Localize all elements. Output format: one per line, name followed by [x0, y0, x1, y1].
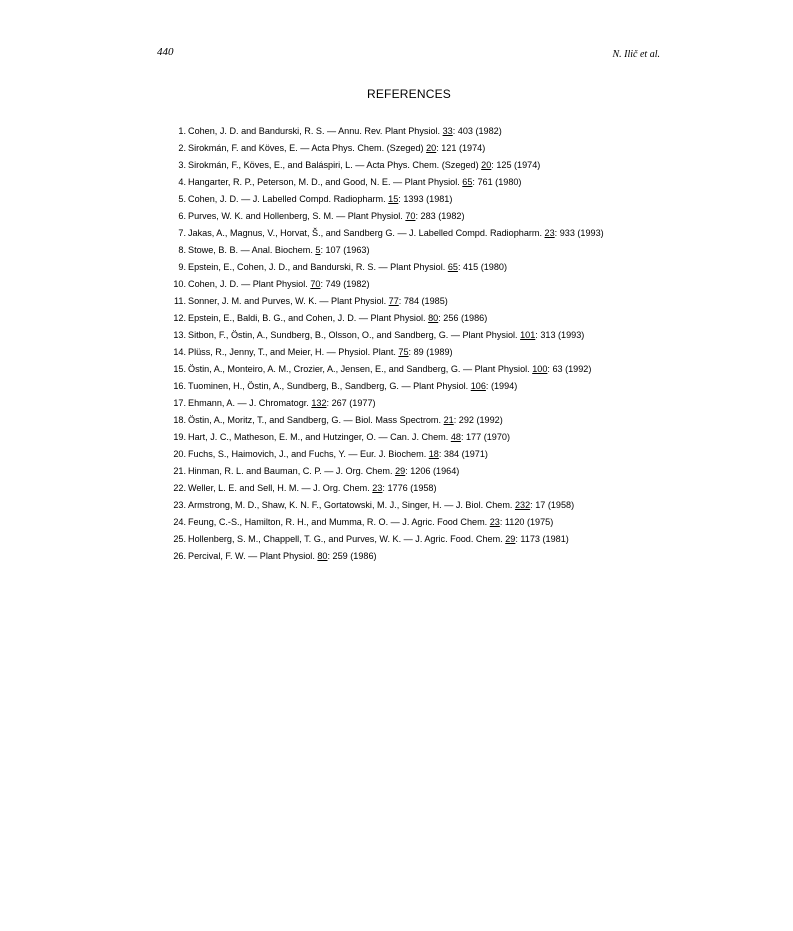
reference-number: 24. [173, 517, 186, 527]
page-number: 440 [157, 46, 174, 58]
reference-pages-year: : 784 (1985) [398, 296, 448, 306]
reference-pages-year: : 107 (1963) [320, 245, 370, 255]
reference-volume: 132 [311, 398, 327, 408]
reference-number: 20. [173, 449, 186, 459]
reference-item [166, 344, 656, 361]
reference-number: 15. [173, 364, 186, 374]
reference-number: 25. [173, 534, 186, 544]
reference-item [166, 276, 656, 293]
reference-item [166, 140, 656, 157]
reference-text [186, 378, 656, 395]
reference-item [166, 531, 656, 548]
reference-list [166, 123, 656, 565]
reference-pages-year: : (1994) [485, 381, 518, 391]
reference-citation: Sitbon, F., Östin, A., Sundberg, B., Olsson, O., and Sandberg, G. — Plant Physiol. [188, 330, 521, 340]
reference-pages-year: : 749 (1982) [320, 279, 370, 289]
reference-volume: 100 [532, 364, 548, 374]
reference-volume: 65 [462, 177, 473, 187]
reference-citation: Feung, C.-S., Hamilton, R. H., and Mumma, R. O. — J. Agric. Food Chem. [188, 517, 490, 527]
reference-volume: 20 [426, 143, 437, 153]
reference-citation: Östin, A., Moritz, T., and Sandberg, G. — Biol. Mass Spectrom. [188, 415, 444, 425]
reference-volume: 15 [388, 194, 399, 204]
reference-text [186, 446, 656, 463]
reference-text [186, 361, 656, 378]
reference-number: 2. [178, 143, 186, 153]
reference-number: 14. [173, 347, 186, 357]
reference-item [166, 310, 656, 327]
reference-citation: Cohen, J. D. — J. Labelled Compd. Radiopharm. [188, 194, 389, 204]
section-title: REFERENCES [366, 87, 451, 101]
reference-number: 7. [178, 228, 186, 238]
reference-volume: 70 [310, 279, 321, 289]
reference-number: 22. [173, 483, 186, 493]
reference-item [166, 157, 656, 174]
reference-pages-year: : 292 (1992) [453, 415, 503, 425]
reference-text [186, 497, 656, 514]
reference-item [166, 497, 656, 514]
reference-text [186, 276, 656, 293]
reference-item [166, 225, 656, 242]
reference-pages-year: : 256 (1986) [438, 313, 488, 323]
reference-pages-year: : 121 (1974) [436, 143, 486, 153]
reference-number: 26. [173, 551, 186, 561]
reference-pages-year: : 403 (1982) [452, 126, 502, 136]
reference-citation: Stowe, B. B. — Anal. Biochem. [188, 245, 316, 255]
reference-pages-year: : 267 (1977) [326, 398, 376, 408]
reference-number: 1. [178, 126, 186, 136]
reference-item [166, 514, 656, 531]
reference-text [186, 310, 656, 327]
reference-pages-year: : 259 (1986) [327, 551, 377, 561]
reference-citation: Purves, W. K. and Hollenberg, S. M. — Plant Physiol. [188, 211, 406, 221]
reference-volume: 5 [315, 245, 321, 255]
reference-pages-year: : 384 (1971) [438, 449, 488, 459]
reference-citation: Hollenberg, S. M., Chappell, T. G., and Purves, W. K. — J. Agric. Food. Chem. [188, 534, 506, 544]
reference-citation: Armstrong, M. D., Shaw, K. N. F., Gortatowski, M. J., Singer, H. — J. Biol. Chem. [188, 500, 515, 510]
reference-number: 11. [174, 296, 186, 306]
reference-citation: Weller, L. E. and Sell, H. M. — J. Org. Chem. [188, 483, 373, 493]
reference-pages-year: : 313 (1993) [535, 330, 585, 340]
reference-citation: Östin, A., Monteiro, A. M., Crozier, A., Jensen, E., and Sandberg, G. — Plant Physiol. [188, 364, 533, 374]
reference-citation: Hangarter, R. P., Peterson, M. D., and Good, N. E. — Plant Physiol. [188, 177, 463, 187]
reference-item [166, 208, 656, 225]
reference-citation: Tuominen, H., Östin, A., Sundberg, B., Sandberg, G. — Plant Physiol. [188, 381, 471, 391]
reference-pages-year: : 1120 (1975) [499, 517, 554, 527]
reference-pages-year: : 933 (1993) [554, 228, 604, 238]
reference-citation: Ehmann, A. — J. Chromatogr. [188, 398, 312, 408]
reference-text [186, 429, 656, 446]
reference-volume: 65 [447, 262, 458, 272]
reference-citation: Sirokmán, F. and Köves, E. — Acta Phys. Chem. (Szeged) [188, 143, 427, 153]
reference-citation: Hart, J. C., Matheson, E. M., and Hutzinger, O. — Can. J. Chem. [188, 432, 451, 442]
reference-text [186, 157, 656, 174]
reference-item [166, 123, 656, 140]
reference-pages-year: : 17 (1958) [530, 500, 575, 510]
reference-text [186, 480, 656, 497]
reference-pages-year: : 283 (1982) [415, 211, 465, 221]
reference-number: 3. [178, 160, 186, 170]
reference-volume: 18 [428, 449, 439, 459]
reference-pages-year: : 1173 (1981) [515, 534, 569, 544]
reference-volume: 20 [481, 160, 492, 170]
reference-text [186, 242, 656, 259]
reference-citation: Fuchs, S., Haimovich, J., and Fuchs, Y. — Eur. J. Biochem. [188, 449, 429, 459]
reference-number: 23. [173, 500, 186, 510]
reference-pages-year: : 1393 (1981) [398, 194, 453, 204]
reference-text [186, 208, 656, 225]
reference-text [186, 548, 656, 565]
reference-number: 13. [173, 330, 186, 340]
reference-pages-year: : 63 (1992) [547, 364, 592, 374]
reference-number: 8. [178, 245, 186, 255]
reference-item [166, 395, 656, 412]
reference-number: 17. [173, 398, 186, 408]
reference-item [166, 480, 656, 497]
reference-pages-year: : 761 (1980) [472, 177, 522, 187]
reference-item [166, 429, 656, 446]
reference-citation: Jakas, A., Magnus, V., Horvat, Š., and Sandberg G. — J. Labelled Compd. Radiopharm. [188, 228, 545, 238]
reference-pages-year: : 415 (1980) [457, 262, 507, 272]
reference-text [186, 293, 656, 310]
reference-volume: 80 [317, 551, 328, 561]
reference-citation: Epstein, E., Cohen, J. D., and Bandurski, R. S. — Plant Physiol. [188, 262, 448, 272]
reference-number: 6. [178, 211, 186, 221]
reference-volume: 29 [395, 466, 406, 476]
reference-volume: 70 [405, 211, 416, 221]
reference-item [166, 293, 656, 310]
reference-item [166, 191, 656, 208]
reference-volume: 232 [514, 500, 531, 510]
reference-volume: 48 [450, 432, 461, 442]
reference-text [186, 174, 656, 191]
reference-text [186, 259, 656, 276]
reference-item [166, 259, 656, 276]
reference-citation: Epstein, E., Baldi, B. G., and Cohen, J. D. — Plant Physiol. [188, 313, 429, 323]
reference-item [166, 446, 656, 463]
reference-volume: 75 [398, 347, 409, 357]
reference-text [186, 463, 656, 480]
reference-citation: Cohen, J. D. and Bandurski, R. S. — Annu. Rev. Plant Physiol. [188, 126, 443, 136]
reference-pages-year: : 177 (1970) [460, 432, 510, 442]
reference-volume: 23 [489, 517, 500, 527]
reference-text [186, 344, 656, 361]
reference-number: 18. [173, 415, 186, 425]
reference-volume: 29 [505, 534, 516, 544]
reference-text [186, 225, 656, 242]
reference-text [186, 140, 656, 157]
reference-volume: 106 [470, 381, 486, 391]
reference-pages-year: : 1206 (1964) [405, 466, 460, 476]
reference-citation: Cohen, J. D. — Plant Physiol. [188, 279, 311, 289]
reference-number: 12. [173, 313, 186, 323]
reference-pages-year: : 89 (1989) [408, 347, 453, 357]
reference-item [166, 378, 656, 395]
reference-volume: 23 [372, 483, 383, 493]
reference-item [166, 463, 656, 480]
reference-citation: Sirokmán, F., Köves, E., and Baláspiri, L. — Acta Phys. Chem. (Szeged) [188, 160, 482, 170]
reference-item [166, 174, 656, 191]
reference-citation: Sonner, J. M. and Purves, W. K. — Plant Physiol. [188, 296, 389, 306]
reference-item [166, 548, 656, 565]
reference-volume: 21 [443, 415, 454, 425]
reference-item [166, 242, 656, 259]
reference-number: 9. [178, 262, 186, 272]
reference-number: 16. [173, 381, 186, 391]
reference-number: 5. [178, 194, 186, 204]
reference-text [186, 514, 656, 531]
reference-volume: 23 [544, 228, 555, 238]
reference-text [186, 412, 656, 429]
reference-number: 10. [173, 279, 186, 289]
reference-volume: 101 [520, 330, 536, 340]
reference-number: 4. [178, 177, 186, 187]
reference-volume: 77 [388, 296, 399, 306]
reference-citation: Hinman, R. L. and Bauman, C. P. — J. Org. Chem. [188, 466, 396, 476]
reference-text [186, 395, 656, 412]
reference-citation: Plüss, R., Jenny, T., and Meier, H. — Physiol. Plant. [188, 347, 399, 357]
reference-item [166, 361, 656, 378]
reference-volume: 80 [428, 313, 439, 323]
reference-number: 21. [173, 466, 186, 476]
reference-text [186, 327, 656, 344]
reference-volume: 33 [442, 126, 453, 136]
reference-text [186, 531, 656, 548]
reference-item [166, 327, 656, 344]
reference-text [186, 191, 656, 208]
reference-item [166, 412, 656, 429]
reference-pages-year: : 125 (1974) [491, 160, 541, 170]
running-head: N. Ilič et al. [612, 49, 660, 60]
reference-text [186, 123, 656, 140]
reference-citation: Percival, F. W. — Plant Physiol. [188, 551, 318, 561]
reference-number: 19. [173, 432, 186, 442]
reference-pages-year: : 1776 (1958) [382, 483, 437, 493]
